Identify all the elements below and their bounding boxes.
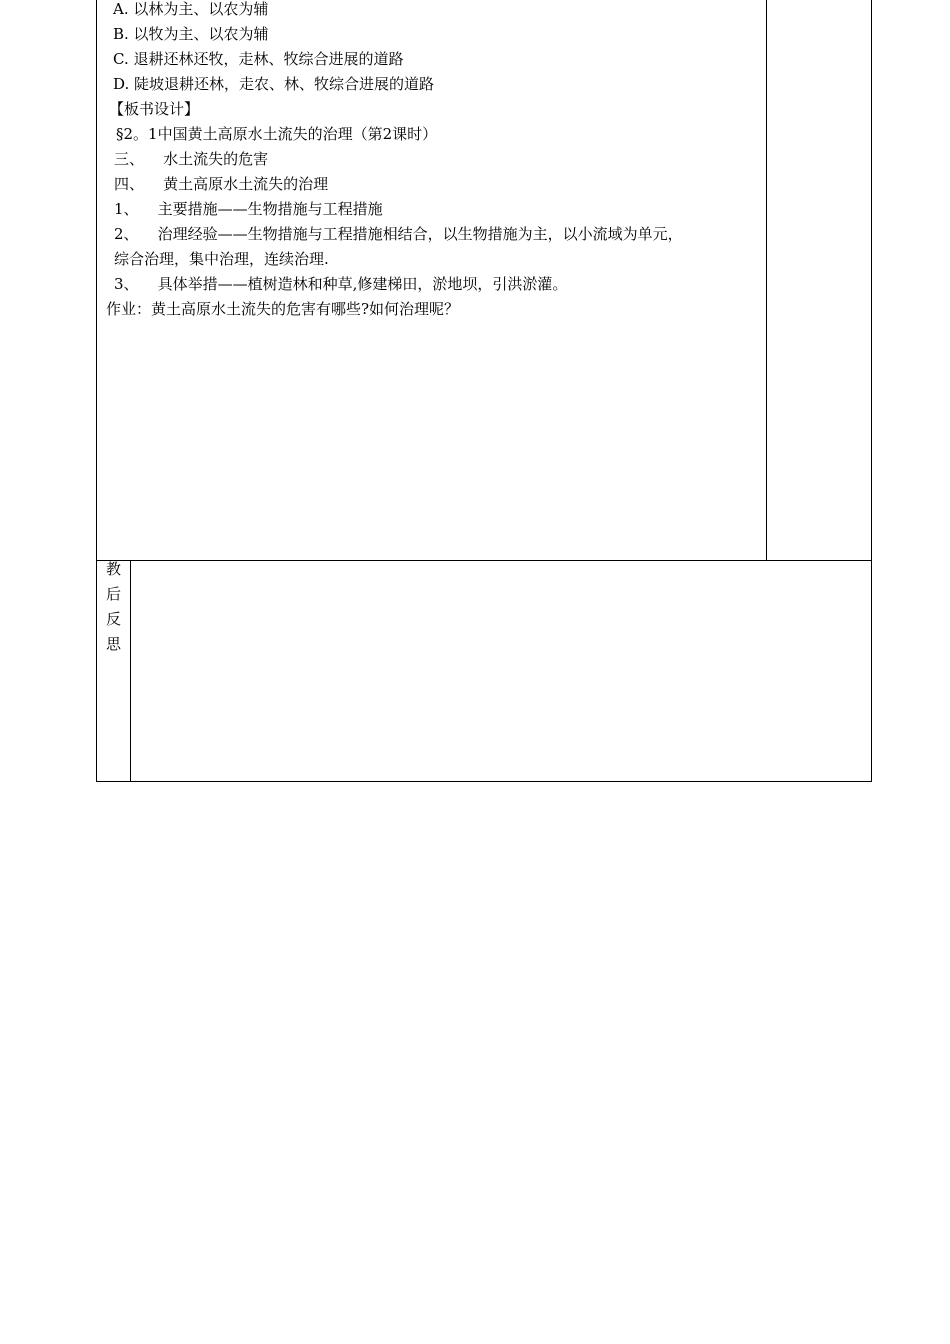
board-item: 三、 水土流失的危害 [114,150,269,168]
homework: 作业：黄土高原水土流失的危害有哪些?如何治理呢？ [106,300,460,318]
board-item: 综合治理，集中治理，连续治理. [114,250,329,268]
column-divider [766,0,767,560]
column-divider [130,561,131,782]
reflection-label-char: 后 [106,585,122,603]
option-d: D. 陡坡退耕还林，走农、林、牧综合进展的道路 [113,75,435,93]
option-a: A. 以林为主、以农为辅 [113,0,269,18]
option-c: C. 退耕还林还牧，走林、牧综合进展的道路 [113,50,404,68]
board-item: 四、 黄土高原水土流失的治理 [114,175,329,193]
reflection-cell [96,560,872,782]
option-b: B. 以牧为主、以农为辅 [113,25,269,43]
board-item: 2、 治理经验——生物措施与工程措施相结合，以生物措施为主，以小流域为单元， [114,225,683,243]
board-title: §2。1中国黄土高原水土流失的治理（第2课时） [116,125,438,143]
reflection-label-char: 反 [106,610,122,628]
board-item: 3、 具体举措——植树造林和种草,修建梯田，淤地坝，引洪淤灌。 [114,275,568,293]
lesson-content-cell [96,0,872,561]
reflection-label-char: 教 [106,560,122,578]
reflection-label-char: 思 [106,635,122,653]
board-design-heading: 【板书设计】 [109,100,200,118]
board-item: 1、 主要措施——生物措施与工程措施 [114,200,383,218]
